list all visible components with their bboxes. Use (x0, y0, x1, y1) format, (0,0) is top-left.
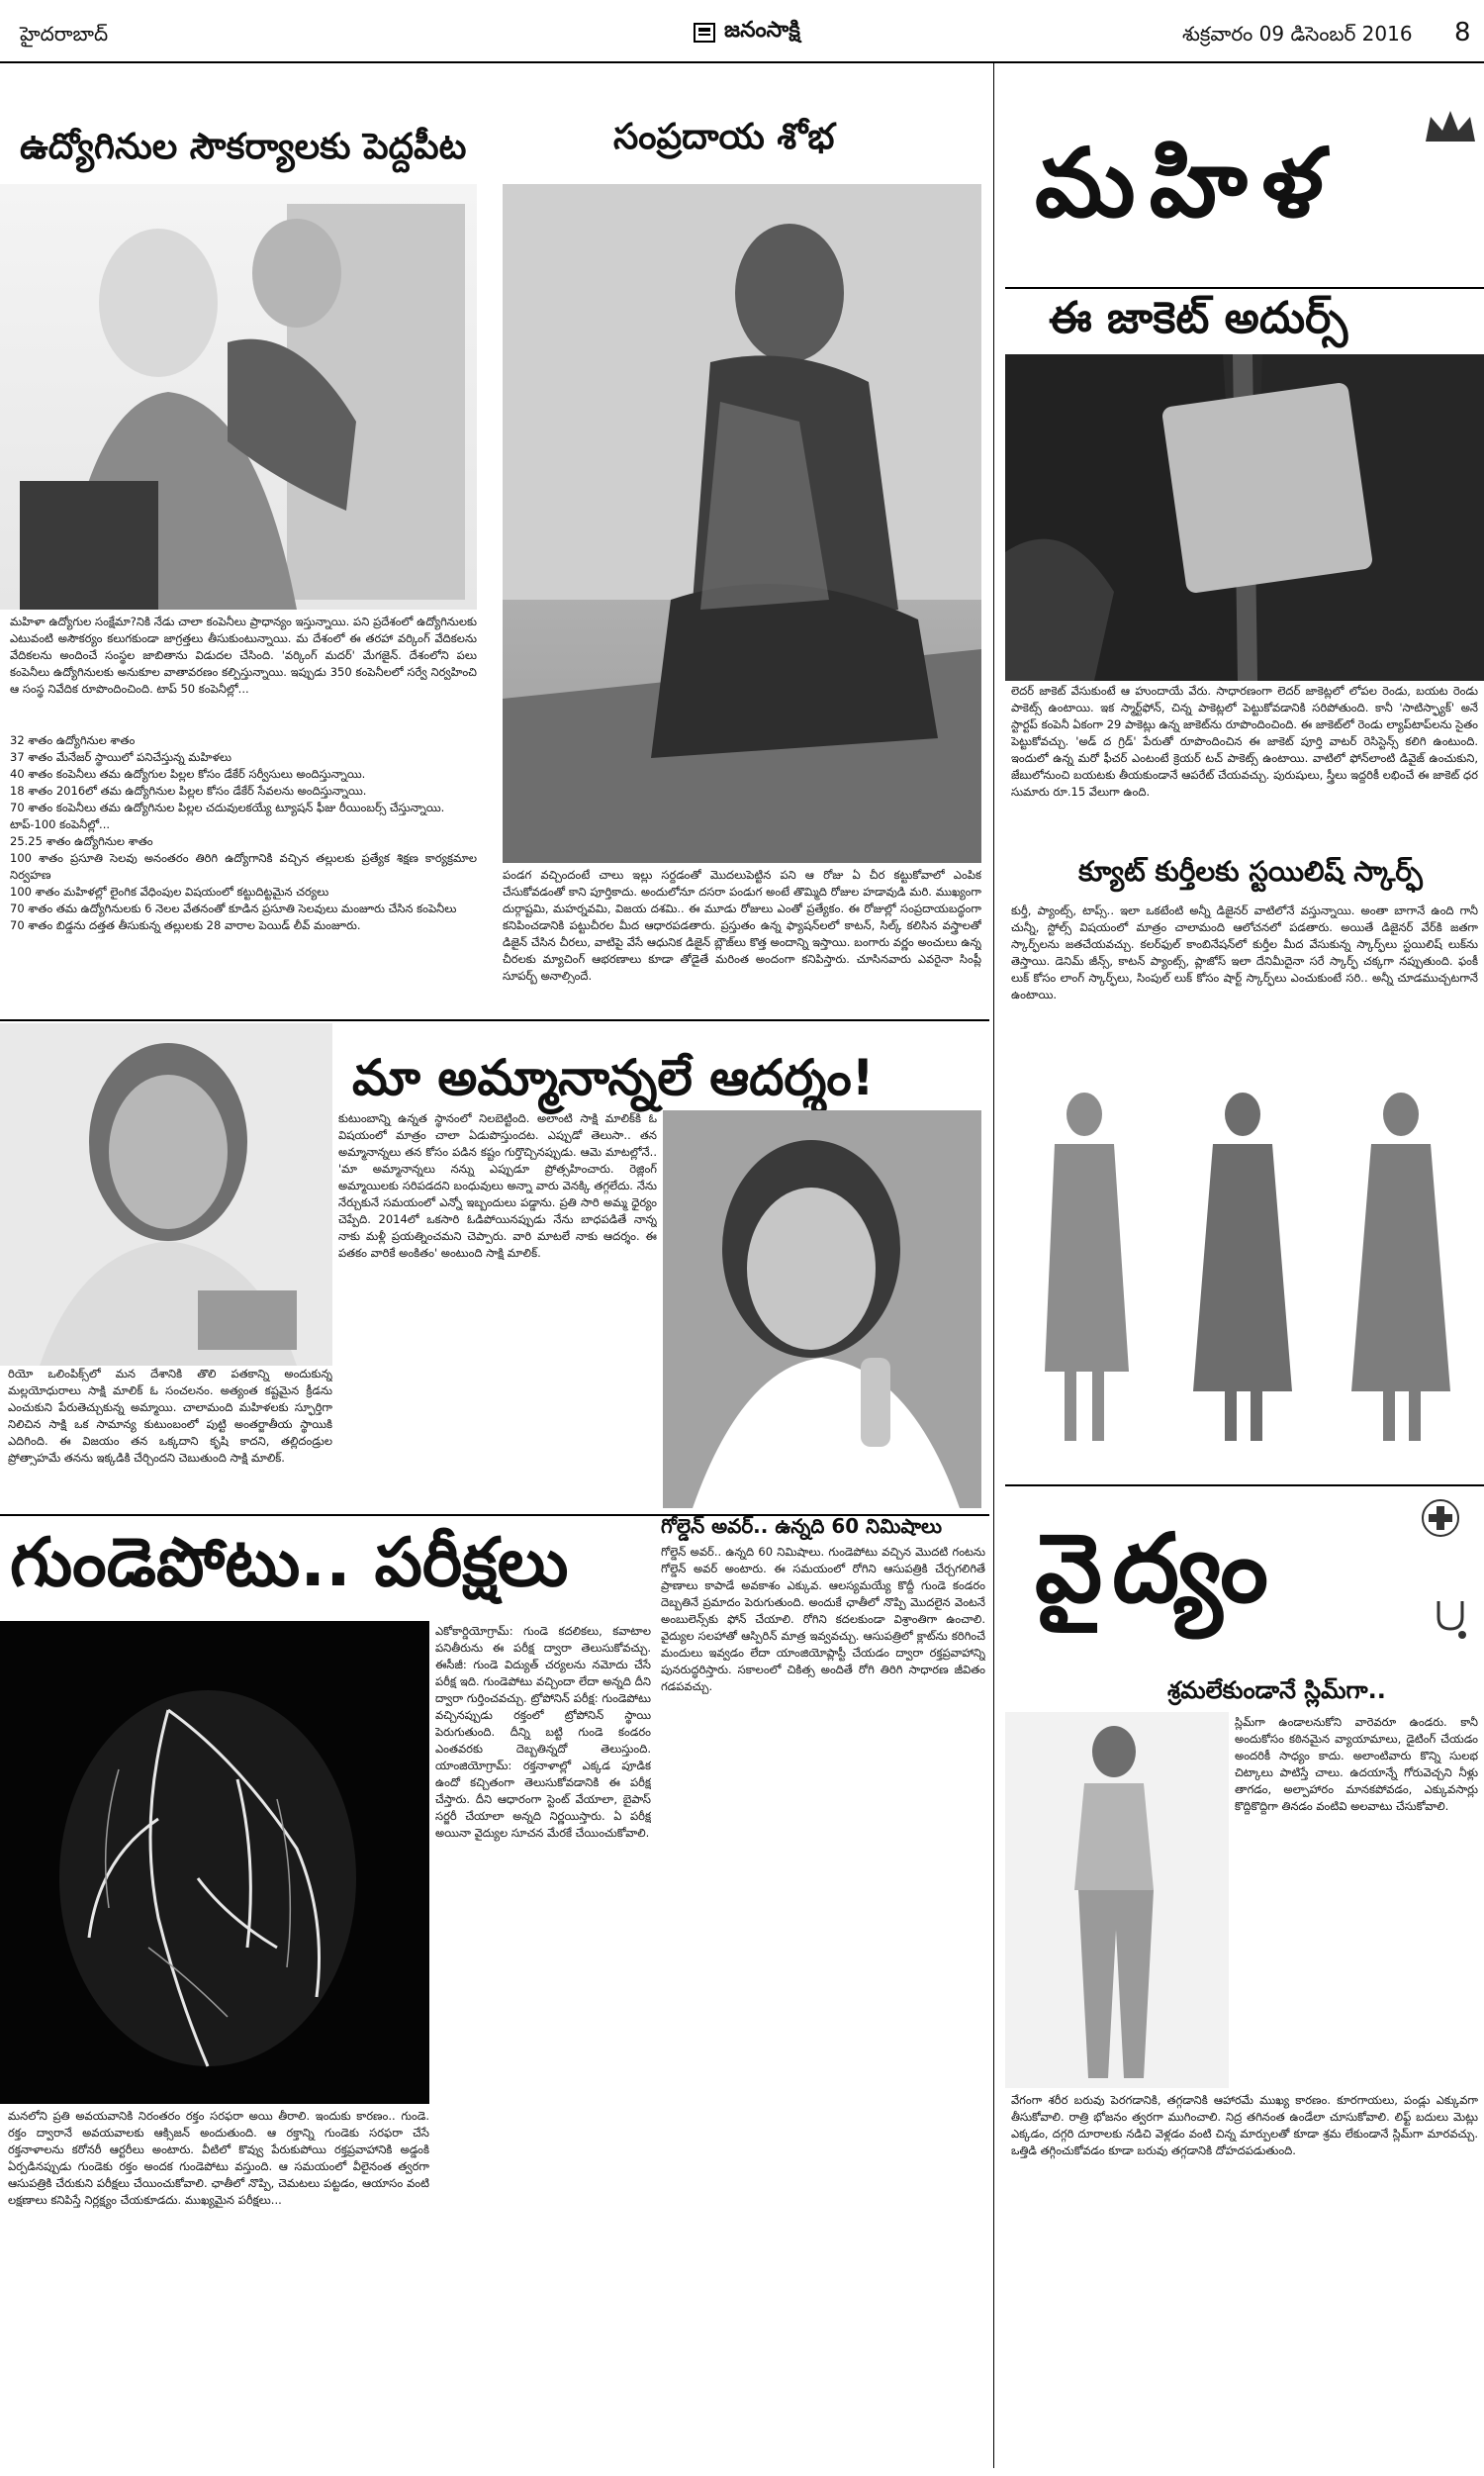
sakshi-portrait-photo (0, 1023, 332, 1366)
women-stat: టాప్-100 కంపెనీల్లో... (10, 817, 111, 831)
kurtis-headline: క్యూట్ కుర్తీలకు స్టయిలిష్ స్కార్ఫ్ (1078, 855, 1423, 888)
golden-hour-headline: గోల్డెన్ అవర్.. ఉన్నది 60 నిమిషాలు (661, 1514, 943, 1538)
sakshi-headline: మా అమ్మానాన్నలే ఆదర్శం! (352, 1049, 875, 1106)
women-intro: మహిళా ఉద్యోగుల సంక్షేమా?నికి నేడు చాలా కంపెనీలు ప్రాధాన్యం ఇస్తున్నాయి. పని ప్రదేశంలో ఉద్యోగినులకు ఎటువంటి అసౌకర్యం కలుగకుండా జాగ్రత్తలు తీసుకుంటున్నాయి. మ దేశంలో ఈ తరహా వర్కింగ్ వేదికలను వేదికలను అందించే సంస్థల జాబితాను విడుదల చేసింది. 'వర్కింగ్ మదర్' మేగజైన్. దేశంలోని పలు కంపెనీలు ఉద్యోగినులకు అనుకూల వాతావరణం కల్పిస్తున్నాయి. ఇప్పుడు 350 కంపెనీలలో సర్వే నిర్వహించి ఆ సంస్థ నివేదిక రూపొందించింది. టాప్ 50 కంపెనీల్లో... (10, 615, 477, 696)
women-stat: 70 శాతం బిడ్డను దత్తత తీసుకున్న తల్లులకు 28 వారాల పెయిడ్ లీవ్ మంజూరు. (10, 918, 361, 932)
heart-body-col3: గోల్డెన్ అవర్.. ఉన్నది 60 నిమిషాలు. గుండెపోటు వచ్చిన మొదటి గంటను గోల్డెన్ అవర్ అంటారు. ఈ సమయంలో రోగిని ఆసుపత్రికి చేర్చగలిగితే ప్రాణాలు కాపాడే అవకాశం ఎక్కువ. ఆలస్యమయ్యే కొద్దీ గుండె కండరం దెబ్బతినే ప్రమాదం పెరుగుతుంది. అందుకే ఛాతీలో నొప్పి మొదలైన వెంటనే అంబులెన్స్‌కు ఫోన్ చేయాలి. రోగిని కదలకుండా విశ్రాంతిగా ఉంచాలి. వైద్యుల సలహాతో ఆస్పిరిన్ మాత్ర ఇవ్వవచ్చు. ఆసుపత్రిలో క్లాట్‌ను కరిగించే మందులు ఇవ్వడం లేదా యాంజియోప్లాస్టీ చేయడం ద్వారా రక్తప్రవాహాన్ని పునరుద్ధరిస్తారు. సకాలంలో చికిత్స అందితే రోగి తిరిగి సాధారణ జీవితం గడపవచ్చు. (661, 1545, 985, 1693)
tradition-body: పండగ వచ్చిందంటే చాలు ఇల్లు సర్దడంతో మొదలుపెట్టిన పని ఆ రోజు ఏ చీర కట్టుకోవాలో ఎంపిక చేసుకోవడంతో కాని పూర్తికాదు. అందులోనూ దసరా పండుగ అంటే తొమ్మిది రోజుల హడావుడి మరి. ముఖ్యంగా దుర్గాష్టమి, మహర్నవమి, విజయ దశమి.. ఈ మూడు రోజులు ఎంతో ప్రత్యేకం. ఈ రోజుల్లో సంప్రదాయబద్ధంగా కనిపించడానికి పట్టుచీరల మీద ఆధారపడతారు. ప్రస్తుతం ఉన్న ఫ్యాషన్‌లలో కాటన్, సిల్క్ కలిసిన వస్త్రాలతో డిజైన్ చేసిన చీరలు, వాటిపై వేసే ఆధునిక డిజైన్ బ్లౌజ్‌లు కొత్త అందాన్ని ఇస్తాయి. బంగారు వర్ణం అంచులు ఉన్న చీరలకు మ్యాచింగ్ ఆభరణాలు కూడా తోడైతే మరింత అందంగా కనిపిస్తారు. చూసినవారు ఎవరైనా సింప్లీ సూపర్బ్ అనాల్సిందే. (503, 868, 981, 983)
women-stat: 25.25 శాతం ఉద్యోగినుల శాతం (10, 834, 153, 848)
women-headline: ఉద్యోగినుల సౌకర్యాలకు పెద్దపీట (20, 127, 467, 167)
stethoscope-icon (1431, 1597, 1474, 1641)
slim-headline: శ్రమలేకుండానే స్లిమ్‌గా.. (1167, 1676, 1386, 1704)
vaidyam-section-banner (1005, 1488, 1484, 1667)
jacket-body: లెదర్ జాకెట్ వేసుకుంటే ఆ హుందాయే వేరు. సాధారణంగా లెదర్ జాకెట్లలో లోపల రెండు, బయట రెండు పాకెట్స్ ఉంటాయి. ఇక స్మార్ట్‌ఫోన్, చిన్న పాకెట్లలో పెట్టుకోవడానికి సరిపోతుంది. కానీ 'సాటిస్ఫ్యాక్' అనే స్టార్టప్ కంపెనీ ఏకంగా 29 పాకెట్లు ఉన్న జాకెట్‌ను రూపొందించింది. ఈ జాకెట్‌లో రెండు ల్యాప్‌టాప్‌లను సైతం పెట్టుకోవచ్చు. 'అడ్ ద గ్రిడ్' పేరుతో రూపొందించిన ఈ జాకెట్ పూర్తి వాటర్ రెసిస్టెన్స్ కలిగి ఉంటుంది. ఇందులో ఉన్న మరో ఫీచర్ ఎంటంటే క్రెయర్ టచ్ పాకెట్స్ ఉంటాయి. వాటిలో ఫోన్‌లాంటి డివైజ్ ఉంచుకుని, జేబులోనుంచి బయటకు తీయకుండానే ఆపరేట్ చేయవచ్చు. పురుషులు, స్త్రీలు ఇద్దరికీ లభించే ఈ జాకెట్ ధర సుమారు రూ.15 వేలుగా ఉంది. (1011, 684, 1478, 799)
mother-child-photo (0, 184, 477, 610)
women-stat: 70 శాతం కంపెనీలు తమ ఉద్యోగినుల పిల్లల చదువులకయ్యే ట్యూషన్ ఫీజు రీయింబర్స్ చేస్తున్నాయి. (10, 801, 445, 814)
crown-icon (1421, 107, 1480, 146)
women-stat: 100 శాతం మహిళల్లో లైంగిక వేధింపుల విషయంలో కట్టుదిట్టమైన చర్యలు (10, 885, 329, 899)
newspaper-logo-icon (693, 20, 718, 46)
kurti-models-photo (1005, 1075, 1484, 1451)
header-city: హైదరాబాద్ (20, 22, 109, 46)
heart-headline: గుండెపోటు.. పరీక్షలు (10, 1524, 569, 1602)
sakshi-body1: రియో ఒలింపిక్స్‌లో మన దేశానికి తొలి పతకాన్ని అందుకున్న మల్లయోధురాలు సాక్షి మాలిక్ ఓ సంచలనం. అత్యంత కష్టమైన క్రీడను ఎంచుకుని పేరుతెచ్చుకున్న అమ్మాయి. చాలామంది మహిళలకు స్ఫూర్తిగా నిలిచిన సాక్షి ఒక సామాన్య కుటుంబంలో పుట్టి అంతర్జాతీయ స్థాయికి ఎదిగింది. ఈ విజయం తన ఒక్కదాని కృషి కాదని, తల్లిదండ్రుల ప్రోత్సాహమే తనను ఇక్కడికి చేర్చిందని చెబుతుంది సాక్షి మాలిక్. (8, 1367, 332, 1465)
women-stat: 37 శాతం మేనేజర్ స్థాయిలో పనిచేస్తున్న మహిళలు (10, 750, 232, 764)
sakshi-smile-photo (663, 1110, 981, 1508)
vaidyam-rule (1005, 1484, 1484, 1486)
column-divider (993, 63, 994, 2468)
masthead (693, 18, 800, 48)
women-stat: 100 శాతం ప్రసూతి సెలవు అనంతరం తిరిగి ఉద్యోగానికి వచ్చిన తల్లులకు ప్రత్యేక శిక్షణ కార్యక్రమాల నిర్వహణ (10, 851, 477, 882)
header-date: శుక్రవారం 09 డిసెంబర్ 2016 (1182, 22, 1413, 46)
page-number: 8 (1454, 18, 1471, 48)
mahila-section-banner (1005, 107, 1484, 275)
tradition-headline: సంప్రదాయ శోభ (613, 117, 835, 157)
vaidyam-title: వైద్యం (1035, 1512, 1278, 1624)
heart-angiogram-photo (0, 1621, 429, 2104)
women-stat: 18 శాతం 2016లో తమ ఉద్యోగినుల పిల్లల కోసం డేకేర్ సేవలను అందిస్తున్నాయి. (10, 784, 367, 798)
women-stats (10, 732, 477, 990)
women-stat: 32 శాతం ఉద్యోగినుల శాతం (10, 733, 136, 747)
newspaper-name: జనంసాక్షి (724, 18, 800, 43)
mahila-rule (1005, 287, 1484, 289)
kurtis-body: కుర్తీ, ప్యాంట్స్, టాప్స్.. ఇలా ఒకటేంటి అన్నీ డిజైనర్ వాటిలోనే వస్తున్నాయి. అంతా బాగానే ఉంది గానీ చున్నీ, స్టోల్స్ విషయంలో మాత్రం చాలామంది ఆలోచనలో పడతారు. అయితే డిజైనర్ వేర్‌కి జతగా స్కార్ఫ్‌లను జతచేయవచ్చు. కలర్‌ఫుల్ కాంబినేషన్‌లో కుర్తీల మీద వేసుకున్న స్కార్ఫ్‌లు స్టయిలిష్ లుక్‌ను తెస్తాయి. డెనిమ్ జీన్స్, కాటన్ ప్యాంట్స్, ప్లాజోస్ ఇలా దేనిమీదైనా సరే స్కార్ఫ్ చక్కగా నప్పుతుంది. ఫంకీ లుక్ కోసం లాంగ్ స్కార్ఫ్‌లు, సింపుల్ లుక్ కోసం షార్ట్ స్కార్ఫ్‌లు ఎంచుకుంటే సరి.. అన్నీ చూడముచ్చటగానే ఉంటాయి. (1011, 904, 1478, 1001)
jacket-photo (1005, 354, 1484, 681)
women-stat: 70 శాతం తమ ఉద్యోగినులకు 6 నెలల వేతనంతో కూడిన ప్రసూతి సెలవులు మంజూరు చేసిన కంపెనీలు (10, 902, 457, 915)
slim-woman-photo (1005, 1712, 1229, 2088)
middle-rule (0, 1019, 989, 1021)
slim-body2: వేగంగా శరీర బరువు పెరగడానికి, తగ్గడానికి ఆహారమే ముఖ్య కారణం. కూరగాయలు, పండ్లు ఎక్కువగా తీసుకోవాలి. రాత్రి భోజనం త్వరగా ముగించాలి. నిద్ర తగినంత ఉండేలా చూసుకోవాలి. లిఫ్ట్ బదులు మెట్లు ఎక్కడం, దగ్గరి దూరాలకు నడిచి వెళ్లడం వంటి చిన్న మార్పులతో కూడా శ్రమ లేకుండానే స్లిమ్‌గా మారవచ్చు. ఒత్తిడి తగ్గించుకోవడం కూడా బరువు తగ్గడానికి దోహదపడుతుంది. (1011, 2093, 1478, 2157)
slim-body1: స్లిమ్‌గా ఉండాలనుకోని వారెవరూ ఉండరు. కానీ అందుకోసం కఠినమైన వ్యాయామాలు, డైటింగ్ చేయడం అందరికీ సాధ్యం కాదు. అలాంటివారు కొన్ని సులభ చిట్కాలు పాటిస్తే చాలు. ఉదయాన్నే గోరువెచ్చని నీళ్లు తాగడం, అల్పాహారం మానకపోవడం, ఎక్కువసార్లు కొద్దికొద్దిగా తినడం వంటివి అలవాటు చేసుకోవాలి. (1235, 1715, 1478, 1813)
medical-cross-icon (1421, 1498, 1460, 1538)
heart-body-col2: ఎకోకార్డియోగ్రామ్: గుండె కదలికలు, కవాటాల పనితీరును ఈ పరీక్ష ద్వారా తెలుసుకోవచ్చు. ఈసీజీ: గుండె విద్యుత్ చర్యలను నమోదు చేసే పరీక్ష ఇది. గుండెపోటు వచ్చిందా లేదా అన్నది దీని ద్వారా గుర్తించవచ్చు. ట్రోపోనిన్ పరీక్ష: గుండెపోటు వచ్చినప్పుడు రక్తంలో ట్రోపోనిన్ స్థాయి పెరుగుతుంది. దీన్ని బట్టి గుండె కండరం ఎంతవరకు దెబ్బతిన్నదో తెలుస్తుంది. యాంజియోగ్రామ్: రక్తనాళాల్లో ఎక్కడ పూడిక ఉందో కచ్చితంగా తెలుసుకోవడానికి ఈ పరీక్ష చేస్తారు. దీని ఆధారంగా స్టెంట్ వేయాలా, బైపాస్ సర్జరీ చేయాలా అన్నది నిర్ణయిస్తారు. ఏ పరీక్ష అయినా వైద్యుల సూచన మేరకే చేయించుకోవాలి. (435, 1624, 651, 1840)
saree-model-photo (503, 184, 981, 863)
heart-body-col1: మనలోని ప్రతి అవయవానికి నిరంతరం రక్తం సరఫరా అయి తీరాలి. ఇందుకు కారణం.. గుండె. రక్తం ద్వారానే అవయవాలకు ఆక్సిజన్ అందుతుంది. ఆ రక్తాన్ని గుండెకు సరఫరా చేసే రక్తనాళాలను కరోనరీ ఆర్టరీలు అంటారు. వీటిలో కొవ్వు పేరుకుపోయి రక్తప్రవాహానికి అడ్డంకి ఏర్పడినప్పుడు గుండెకు రక్తం అందక గుండెపోటు వస్తుంది. ఆ సమయంలో వీలైనంత త్వరగా ఆసుపత్రికి చేరుకుని పరీక్షలు చేయించుకోవాలి. ఛాతీలో నొప్పి, చెమటలు పట్టడం, ఆయాసం వంటి లక్షణాలు కనిపిస్తే నిర్లక్ష్యం చేయకూడదు. ముఖ్యమైన పరీక్షలు... (8, 2109, 429, 2207)
mahila-title: మహిళ (1035, 127, 1338, 238)
jacket-headline: ఈ జాకెట్ అదుర్స్ (1049, 293, 1348, 343)
header-rule (0, 61, 1484, 63)
sakshi-body2: కుటుంబాన్ని ఉన్నత స్థానంలో నిలబెట్టింది. అలాంటి సాక్షి మాలిక్‌కి ఓ విషయంలో మాత్రం చాలా ఏడుపొస్తుందట. ఎప్పుడో తెలుసా.. తన అమ్మానాన్నలు తన కోసం పడిన కష్టం గుర్తొచ్చినప్పుడు. ఆమె మాటల్లోనే.. 'మా అమ్మానాన్నలు నన్ను ఎప్పుడూ ప్రోత్సహించారు. రెజ్లింగ్ అమ్మాయిలకు సరిపడదని బంధువులు అన్నా వారు వెనక్కి తగ్గలేదు. నేను నేర్చుకునే సమయంలో ఎన్నో ఇబ్బందులు పడ్డాను. ప్రతి సారి అమ్మ ధైర్యం చెప్పేది. 2014లో ఒకసారి ఓడిపోయినప్పుడు నేను బాధపడితే నాన్న నాకు మళ్లీ ప్రయత్నించమని చెప్పారు. వారి మాటలే నాకు ఆదర్శం. ఈ పతకం వారికే అంకితం' అంటుంది సాక్షి మాలిక్. (338, 1111, 657, 1260)
women-stat: 40 శాతం కంపెనీలు తమ ఉద్యోగుల పిల్లల కోసం డేకేర్ సర్వీసులు అందిస్తున్నాయి. (10, 767, 366, 781)
